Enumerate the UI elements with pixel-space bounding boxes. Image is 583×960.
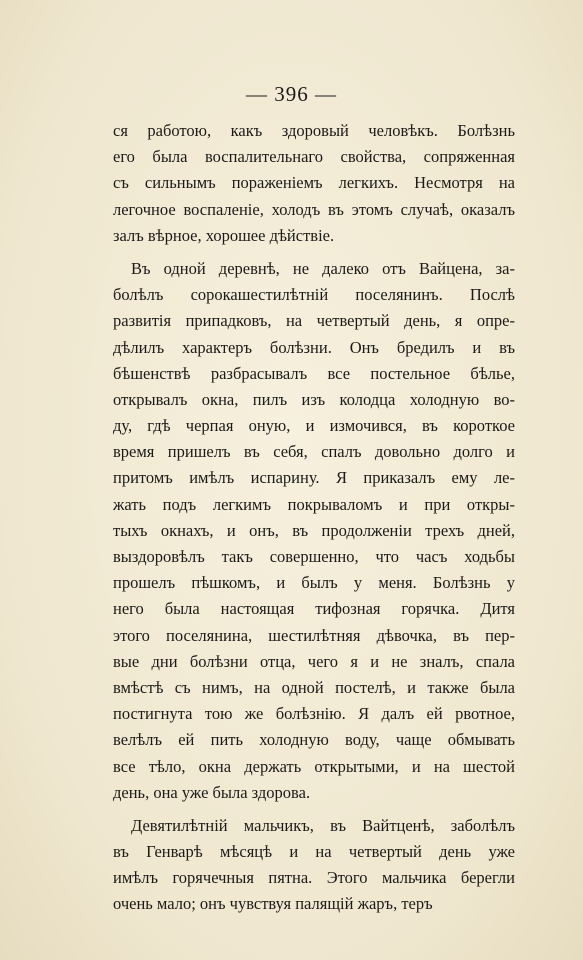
text-line: выздоровѣлъ такъ совершенно, что часъ ходьбы [113, 547, 515, 566]
page-number: — 396 — [246, 82, 337, 106]
text-line: ду, гдѣ черпая оную, и измочився, въ короткое [113, 416, 515, 436]
text-line: развитія припадковъ, на четвертый день, я опре- [113, 311, 515, 331]
text-line: жать подъ легкимъ покрываломъ и при откры- [113, 494, 515, 514]
text-line: него была настоящая тифозная горячка. Дитя [113, 599, 515, 619]
text-line: все тѣло, окна держать открытыми, и на шестой [113, 756, 515, 776]
text-line: день, она уже была здорова. [113, 782, 311, 802]
text-line: легочное воспаленіе, холодъ въ этомъ случаѣ, оказалъ [113, 199, 515, 219]
text-line: велѣлъ ей пить холодную воду, чаще обмывать [113, 730, 515, 750]
paragraph [113, 118, 515, 249]
paragraph [113, 813, 515, 918]
text-line: имѣлъ горячечныя пятна. Этого мальчика берегли [113, 868, 515, 888]
text-line: прошелъ пѣшкомъ, и былъ у меня. Болѣзнь у [113, 573, 515, 593]
text-line: постигнута тою же болѣзнію. Я далъ ей рвотное, [113, 704, 515, 724]
text-line: болѣлъ сорокашестилѣтній поселянинъ. Послѣ [113, 285, 515, 305]
text-line: вмѣстѣ съ нимъ, на одной постелѣ, и также была [113, 677, 515, 697]
text-line: очень мало; онъ чувствуя палящій жаръ, теръ [113, 894, 433, 914]
text-line: залъ вѣрное, хорошее дѣйствіе. [113, 225, 335, 245]
body-text [113, 118, 515, 925]
text-line: дѣлилъ характеръ болѣзни. Онъ бредилъ и въ [113, 337, 515, 357]
text-line: его была воспалительнаго свойства, сопряженная [113, 147, 515, 167]
text-line: бѣшенствѣ разбрасывалъ все постельное бѣлье, [113, 363, 515, 383]
text-line: съ сильнымъ пораженіемъ легкихъ. Несмотря на [113, 173, 515, 193]
text-line: вые дни болѣзни отца, чего я и не зналъ, спала [113, 651, 515, 671]
text-line: открывалъ окна, пилъ изъ колодца холодную во- [113, 389, 515, 409]
text-line: время пришелъ въ себя, спалъ довольно долго и [113, 442, 515, 462]
text-line: ся работою, какъ здоровый человѣкъ. Болѣзнь [113, 121, 515, 140]
paragraph [113, 256, 515, 806]
text-line: тыхъ окнахъ, и онъ, въ продолженіи трехъ дней, [113, 520, 515, 540]
text-line: этого поселянина, шестилѣтняя дѣвочка, въ пер- [113, 625, 515, 645]
text-line: въ Генварѣ мѣсяцѣ и на четвертый день уже [113, 842, 515, 862]
text-line: Девятилѣтній мальчикъ, въ Вайтценѣ, заболѣлъ [131, 815, 515, 835]
text-line: притомъ имѣлъ испарину. Я приказалъ ему ле- [113, 468, 515, 488]
text-line: Въ одной деревнѣ, не далеко отъ Вайцена, за- [131, 258, 515, 278]
